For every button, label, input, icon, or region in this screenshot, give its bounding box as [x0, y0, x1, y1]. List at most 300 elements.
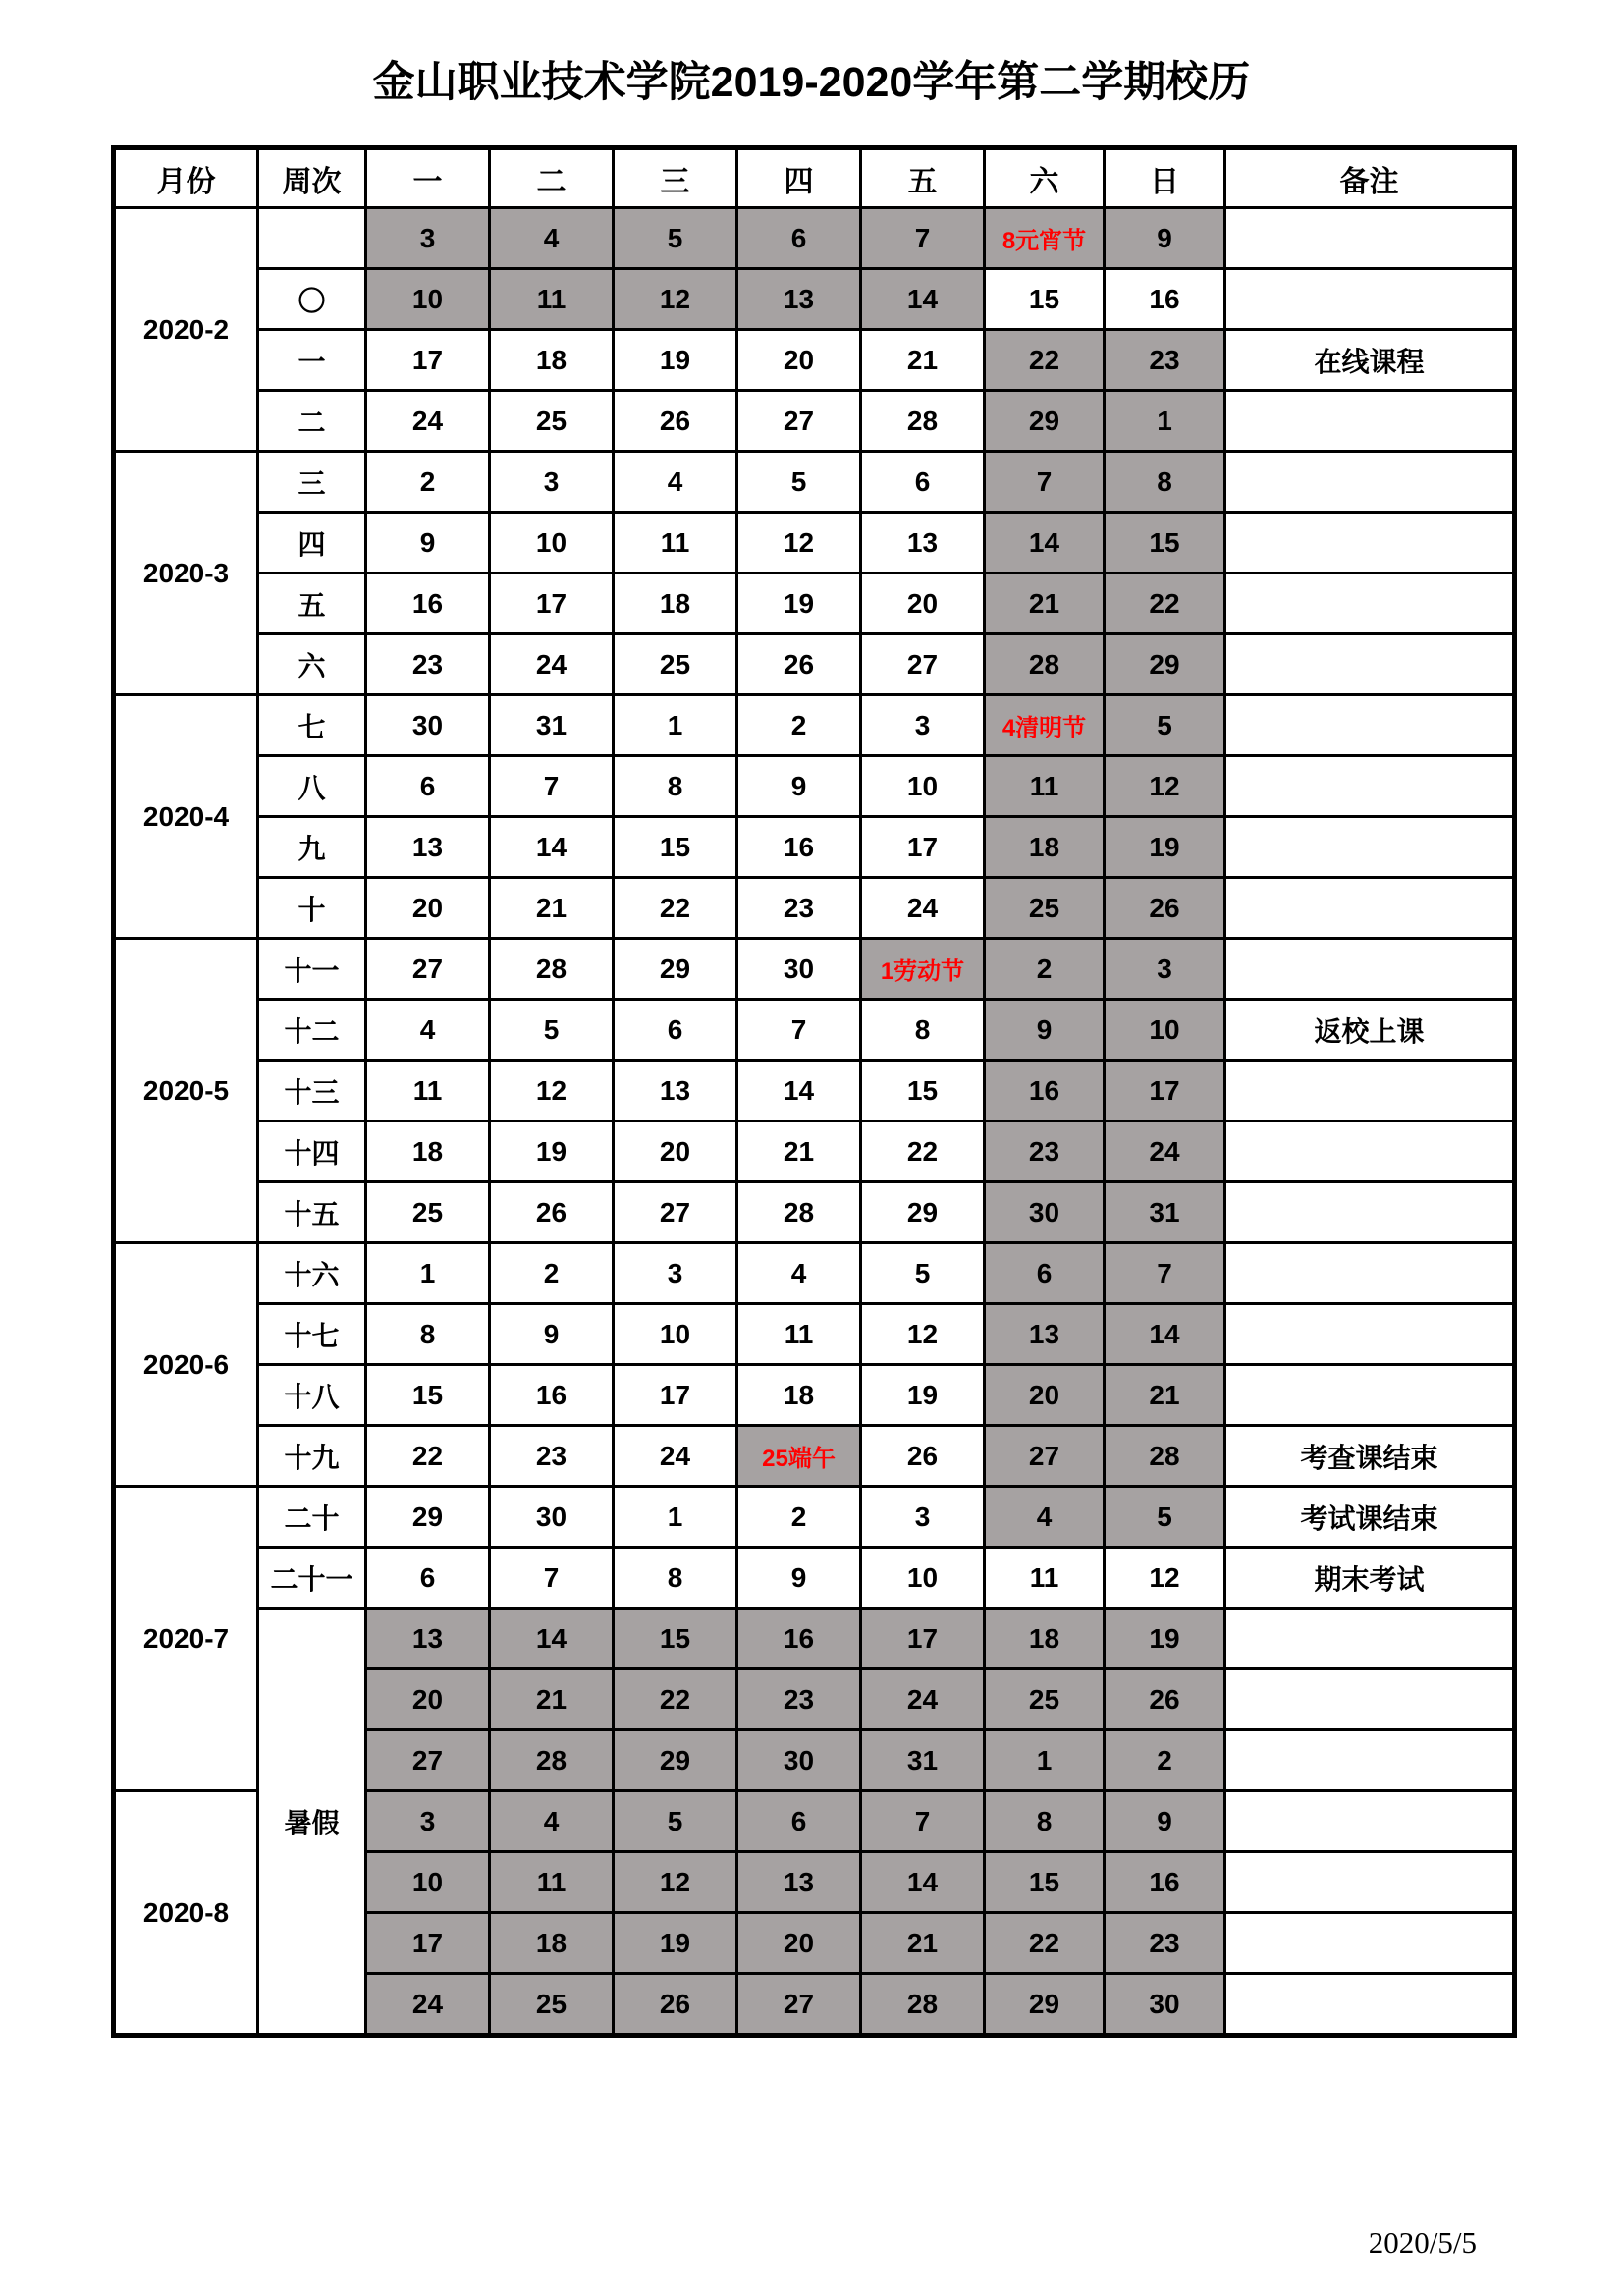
day-cell: 29 — [985, 1974, 1105, 2036]
day-cell: 12 — [737, 513, 861, 574]
week-cell: 七 — [258, 695, 366, 756]
day-cell: 6 — [366, 756, 490, 817]
day-cell: 21 — [861, 330, 985, 391]
calendar-row — [114, 1061, 1515, 1121]
day-cell: 10 — [366, 269, 490, 330]
day-cell: 10 — [861, 1548, 985, 1609]
day-cell: 18 — [490, 1913, 614, 1974]
day-cell: 25 — [614, 634, 737, 695]
day-cell: 27 — [737, 1974, 861, 2036]
day-cell: 21 — [490, 1669, 614, 1730]
week-cell: 三 — [258, 452, 366, 513]
calendar-row — [114, 756, 1515, 817]
day-cell: 17 — [1105, 1061, 1225, 1121]
week-cell: 八 — [258, 756, 366, 817]
day-cell: 14 — [490, 817, 614, 878]
day-cell: 13 — [861, 513, 985, 574]
day-cell: 2 — [1105, 1730, 1225, 1791]
note-cell — [1225, 817, 1515, 878]
week-cell: 十三 — [258, 1061, 366, 1121]
day-cell: 21 — [490, 878, 614, 939]
day-cell: 15 — [366, 1365, 490, 1426]
day-cell: 11 — [737, 1304, 861, 1365]
week-cell: 十七 — [258, 1304, 366, 1365]
note-cell: 期末考试 — [1225, 1548, 1515, 1609]
week-cell: 〇 — [258, 269, 366, 330]
note-cell — [1225, 695, 1515, 756]
day-cell: 21 — [861, 1913, 985, 1974]
week-cell: 十九 — [258, 1426, 366, 1487]
day-cell: 2 — [737, 1487, 861, 1548]
day-cell: 9 — [985, 1000, 1105, 1061]
day-cell: 6 — [614, 1000, 737, 1061]
day-cell: 9 — [737, 1548, 861, 1609]
day-cell: 30 — [1105, 1974, 1225, 2036]
day-cell: 25 — [985, 878, 1105, 939]
note-cell: 考试课结束 — [1225, 1487, 1515, 1548]
day-cell: 16 — [737, 817, 861, 878]
note-cell — [1225, 208, 1515, 269]
day-cell: 4 — [985, 1487, 1105, 1548]
day-cell: 17 — [861, 817, 985, 878]
holiday-day-cell: 25端午 — [737, 1426, 861, 1487]
day-cell: 19 — [1105, 817, 1225, 878]
day-cell: 19 — [861, 1365, 985, 1426]
day-cell: 11 — [490, 1852, 614, 1913]
day-cell: 22 — [985, 1913, 1105, 1974]
day-cell: 5 — [861, 1243, 985, 1304]
day-cell: 3 — [614, 1243, 737, 1304]
calendar-row — [114, 1000, 1515, 1061]
day-cell: 14 — [737, 1061, 861, 1121]
calendar-row — [114, 391, 1515, 452]
day-cell: 2 — [490, 1243, 614, 1304]
day-cell: 6 — [366, 1548, 490, 1609]
day-cell: 14 — [861, 1852, 985, 1913]
day-cell: 5 — [614, 208, 737, 269]
day-cell: 3 — [861, 1487, 985, 1548]
week-cell: 十二 — [258, 1000, 366, 1061]
week-cell: 二十一 — [258, 1548, 366, 1609]
holiday-day-cell: 1劳动节 — [861, 939, 985, 1000]
day-cell: 4 — [490, 1791, 614, 1852]
day-cell: 3 — [1105, 939, 1225, 1000]
day-cell: 30 — [737, 939, 861, 1000]
day-cell: 25 — [490, 391, 614, 452]
day-cell: 30 — [737, 1730, 861, 1791]
note-cell — [1225, 1121, 1515, 1182]
calendar-row — [114, 1548, 1515, 1609]
day-cell: 9 — [1105, 1791, 1225, 1852]
day-cell: 6 — [861, 452, 985, 513]
day-cell: 8 — [1105, 452, 1225, 513]
day-cell: 19 — [1105, 1609, 1225, 1669]
calendar-row — [114, 634, 1515, 695]
day-cell: 8 — [614, 756, 737, 817]
day-cell: 26 — [1105, 1669, 1225, 1730]
day-cell: 15 — [614, 817, 737, 878]
day-cell: 8 — [861, 1000, 985, 1061]
note-cell — [1225, 1669, 1515, 1730]
day-cell: 31 — [861, 1730, 985, 1791]
day-cell: 16 — [490, 1365, 614, 1426]
day-cell: 20 — [366, 878, 490, 939]
day-cell: 11 — [490, 269, 614, 330]
note-cell — [1225, 1243, 1515, 1304]
day-cell: 17 — [861, 1609, 985, 1669]
calendar-row — [114, 1609, 1515, 1669]
day-cell: 29 — [366, 1487, 490, 1548]
week-cell: 九 — [258, 817, 366, 878]
day-cell: 3 — [861, 695, 985, 756]
day-cell: 18 — [366, 1121, 490, 1182]
day-cell: 28 — [1105, 1426, 1225, 1487]
day-cell: 27 — [614, 1182, 737, 1243]
day-cell: 12 — [861, 1304, 985, 1365]
note-cell — [1225, 1182, 1515, 1243]
day-cell: 5 — [490, 1000, 614, 1061]
month-cell: 2020-2 — [114, 208, 258, 452]
day-cell: 3 — [366, 208, 490, 269]
day-cell: 15 — [985, 269, 1105, 330]
day-cell: 4 — [737, 1243, 861, 1304]
day-cell: 24 — [490, 634, 614, 695]
day-cell: 3 — [490, 452, 614, 513]
day-cell: 5 — [1105, 695, 1225, 756]
week-cell: 十 — [258, 878, 366, 939]
calendar-row — [114, 513, 1515, 574]
day-cell: 10 — [614, 1304, 737, 1365]
day-cell: 22 — [614, 1669, 737, 1730]
day-cell: 2 — [737, 695, 861, 756]
day-cell: 19 — [737, 574, 861, 634]
day-cell: 4 — [366, 1000, 490, 1061]
note-cell: 返校上课 — [1225, 1000, 1515, 1061]
calendar-row — [114, 330, 1515, 391]
day-cell: 17 — [366, 330, 490, 391]
day-cell: 20 — [985, 1365, 1105, 1426]
day-cell: 26 — [614, 391, 737, 452]
day-cell: 27 — [737, 391, 861, 452]
header-cell: 四 — [737, 148, 861, 208]
day-cell: 11 — [985, 1548, 1105, 1609]
header-cell: 备注 — [1225, 148, 1515, 208]
day-cell: 11 — [614, 513, 737, 574]
calendar-row — [114, 1365, 1515, 1426]
day-cell: 27 — [366, 939, 490, 1000]
day-cell: 29 — [614, 1730, 737, 1791]
day-cell: 17 — [490, 574, 614, 634]
day-cell: 10 — [490, 513, 614, 574]
week-cell: 暑假 — [258, 1609, 366, 2036]
day-cell: 22 — [861, 1121, 985, 1182]
day-cell: 28 — [490, 1730, 614, 1791]
calendar-row — [114, 939, 1515, 1000]
day-cell: 30 — [366, 695, 490, 756]
day-cell: 12 — [614, 1852, 737, 1913]
month-cell: 2020-8 — [114, 1791, 258, 2036]
day-cell: 15 — [1105, 513, 1225, 574]
day-cell: 7 — [861, 208, 985, 269]
calendar-row — [114, 452, 1515, 513]
day-cell: 20 — [366, 1669, 490, 1730]
calendar-row — [114, 1487, 1515, 1548]
holiday-day-cell: 4清明节 — [985, 695, 1105, 756]
day-cell: 22 — [1105, 574, 1225, 634]
holiday-day-cell: 8元宵节 — [985, 208, 1105, 269]
day-cell: 20 — [614, 1121, 737, 1182]
calendar-row — [114, 1182, 1515, 1243]
day-cell: 13 — [366, 1609, 490, 1669]
month-cell: 2020-3 — [114, 452, 258, 695]
day-cell: 26 — [614, 1974, 737, 2036]
day-cell: 2 — [985, 939, 1105, 1000]
day-cell: 14 — [861, 269, 985, 330]
day-cell: 8 — [614, 1548, 737, 1609]
day-cell: 2 — [366, 452, 490, 513]
day-cell: 23 — [490, 1426, 614, 1487]
day-cell: 16 — [1105, 269, 1225, 330]
week-cell: 四 — [258, 513, 366, 574]
page-title: 金山职业技术学院2019-2020学年第二学期校历 — [372, 59, 1251, 106]
note-cell — [1225, 269, 1515, 330]
day-cell: 27 — [366, 1730, 490, 1791]
day-cell: 29 — [985, 391, 1105, 452]
week-cell: 十一 — [258, 939, 366, 1000]
day-cell: 23 — [737, 1669, 861, 1730]
day-cell: 22 — [614, 878, 737, 939]
week-cell: 五 — [258, 574, 366, 634]
day-cell: 10 — [1105, 1000, 1225, 1061]
day-cell: 11 — [985, 756, 1105, 817]
day-cell: 16 — [985, 1061, 1105, 1121]
day-cell: 26 — [861, 1426, 985, 1487]
day-cell: 31 — [490, 695, 614, 756]
note-cell — [1225, 1913, 1515, 1974]
note-cell — [1225, 1609, 1515, 1669]
day-cell: 26 — [490, 1182, 614, 1243]
day-cell: 25 — [985, 1669, 1105, 1730]
note-cell — [1225, 574, 1515, 634]
day-cell: 5 — [737, 452, 861, 513]
day-cell: 10 — [861, 756, 985, 817]
day-cell: 15 — [614, 1609, 737, 1669]
day-cell: 25 — [366, 1182, 490, 1243]
day-cell: 8 — [366, 1304, 490, 1365]
month-cell: 2020-6 — [114, 1243, 258, 1487]
day-cell: 30 — [985, 1182, 1105, 1243]
day-cell: 26 — [1105, 878, 1225, 939]
day-cell: 18 — [737, 1365, 861, 1426]
header-cell: 月份 — [114, 148, 258, 208]
day-cell: 29 — [614, 939, 737, 1000]
calendar-row — [114, 817, 1515, 878]
day-cell: 24 — [861, 1669, 985, 1730]
day-cell: 23 — [985, 1121, 1105, 1182]
day-cell: 24 — [366, 1974, 490, 2036]
day-cell: 18 — [985, 817, 1105, 878]
day-cell: 22 — [366, 1426, 490, 1487]
day-cell: 1 — [614, 695, 737, 756]
day-cell: 24 — [614, 1426, 737, 1487]
calendar-row — [114, 695, 1515, 756]
day-cell: 9 — [1105, 208, 1225, 269]
header-cell: 周次 — [258, 148, 366, 208]
day-cell: 7 — [1105, 1243, 1225, 1304]
day-cell: 15 — [861, 1061, 985, 1121]
calendar-row — [114, 878, 1515, 939]
day-cell: 7 — [737, 1000, 861, 1061]
week-cell: 十五 — [258, 1182, 366, 1243]
day-cell: 14 — [1105, 1304, 1225, 1365]
day-cell: 6 — [737, 1791, 861, 1852]
week-cell — [258, 208, 366, 269]
day-cell: 18 — [490, 330, 614, 391]
day-cell: 15 — [985, 1852, 1105, 1913]
calendar-table — [111, 145, 1517, 2038]
day-cell: 28 — [985, 634, 1105, 695]
day-cell: 17 — [366, 1913, 490, 1974]
day-cell: 21 — [985, 574, 1105, 634]
day-cell: 7 — [985, 452, 1105, 513]
day-cell: 1 — [1105, 391, 1225, 452]
day-cell: 4 — [614, 452, 737, 513]
calendar-row — [114, 574, 1515, 634]
note-cell — [1225, 452, 1515, 513]
header-cell: 一 — [366, 148, 490, 208]
day-cell: 22 — [985, 330, 1105, 391]
day-cell: 7 — [490, 1548, 614, 1609]
note-cell: 考查课结束 — [1225, 1426, 1515, 1487]
day-cell: 13 — [737, 1852, 861, 1913]
header-cell: 五 — [861, 148, 985, 208]
header-cell: 日 — [1105, 148, 1225, 208]
header-cell: 六 — [985, 148, 1105, 208]
day-cell: 28 — [737, 1182, 861, 1243]
day-cell: 12 — [1105, 1548, 1225, 1609]
note-cell — [1225, 513, 1515, 574]
day-cell: 28 — [490, 939, 614, 1000]
day-cell: 31 — [1105, 1182, 1225, 1243]
day-cell: 24 — [1105, 1121, 1225, 1182]
day-cell: 12 — [614, 269, 737, 330]
day-cell: 9 — [737, 756, 861, 817]
day-cell: 9 — [490, 1304, 614, 1365]
note-cell — [1225, 1852, 1515, 1913]
day-cell: 30 — [490, 1487, 614, 1548]
note-cell — [1225, 756, 1515, 817]
day-cell: 4 — [490, 208, 614, 269]
calendar-row — [114, 208, 1515, 269]
day-cell: 13 — [614, 1061, 737, 1121]
calendar-body — [114, 208, 1515, 2036]
day-cell: 23 — [366, 634, 490, 695]
day-cell: 1 — [985, 1730, 1105, 1791]
day-cell: 18 — [985, 1609, 1105, 1669]
day-cell: 24 — [861, 878, 985, 939]
day-cell: 24 — [366, 391, 490, 452]
day-cell: 27 — [985, 1426, 1105, 1487]
day-cell: 9 — [366, 513, 490, 574]
calendar-row — [114, 1304, 1515, 1365]
day-cell: 7 — [490, 756, 614, 817]
header-row — [114, 148, 1515, 208]
week-cell: 二 — [258, 391, 366, 452]
day-cell: 10 — [366, 1852, 490, 1913]
day-cell: 12 — [1105, 756, 1225, 817]
note-cell: 在线课程 — [1225, 330, 1515, 391]
day-cell: 18 — [614, 574, 737, 634]
month-cell: 2020-7 — [114, 1487, 258, 1791]
day-cell: 13 — [366, 817, 490, 878]
week-cell: 十六 — [258, 1243, 366, 1304]
note-cell — [1225, 391, 1515, 452]
day-cell: 14 — [490, 1609, 614, 1669]
day-cell: 6 — [737, 208, 861, 269]
note-cell — [1225, 1791, 1515, 1852]
day-cell: 23 — [1105, 330, 1225, 391]
header-cell: 二 — [490, 148, 614, 208]
day-cell: 20 — [861, 574, 985, 634]
day-cell: 27 — [861, 634, 985, 695]
day-cell: 19 — [614, 1913, 737, 1974]
day-cell: 29 — [861, 1182, 985, 1243]
calendar-row — [114, 1426, 1515, 1487]
note-cell — [1225, 1974, 1515, 2036]
day-cell: 16 — [737, 1609, 861, 1669]
day-cell: 11 — [366, 1061, 490, 1121]
week-cell: 六 — [258, 634, 366, 695]
day-cell: 13 — [985, 1304, 1105, 1365]
day-cell: 19 — [614, 330, 737, 391]
footer-date: 2020/5/5 — [1368, 2225, 1477, 2260]
calendar-row — [114, 269, 1515, 330]
day-cell: 7 — [861, 1791, 985, 1852]
day-cell: 14 — [985, 513, 1105, 574]
day-cell: 29 — [1105, 634, 1225, 695]
day-cell: 6 — [985, 1243, 1105, 1304]
day-cell: 16 — [366, 574, 490, 634]
day-cell: 23 — [1105, 1913, 1225, 1974]
week-cell: 二十 — [258, 1487, 366, 1548]
header-cell: 三 — [614, 148, 737, 208]
day-cell: 26 — [737, 634, 861, 695]
calendar-row — [114, 1121, 1515, 1182]
note-cell — [1225, 939, 1515, 1000]
day-cell: 16 — [1105, 1852, 1225, 1913]
day-cell: 1 — [614, 1487, 737, 1548]
day-cell: 23 — [737, 878, 861, 939]
day-cell: 20 — [737, 1913, 861, 1974]
day-cell: 5 — [614, 1791, 737, 1852]
day-cell: 3 — [366, 1791, 490, 1852]
note-cell — [1225, 1730, 1515, 1791]
day-cell: 19 — [490, 1121, 614, 1182]
day-cell: 12 — [490, 1061, 614, 1121]
note-cell — [1225, 1304, 1515, 1365]
week-cell: 十八 — [258, 1365, 366, 1426]
day-cell: 21 — [1105, 1365, 1225, 1426]
note-cell — [1225, 634, 1515, 695]
month-cell: 2020-4 — [114, 695, 258, 939]
calendar-row — [114, 1243, 1515, 1304]
week-cell: 一 — [258, 330, 366, 391]
month-cell: 2020-5 — [114, 939, 258, 1243]
day-cell: 21 — [737, 1121, 861, 1182]
day-cell: 13 — [737, 269, 861, 330]
day-cell: 17 — [614, 1365, 737, 1426]
note-cell — [1225, 1061, 1515, 1121]
